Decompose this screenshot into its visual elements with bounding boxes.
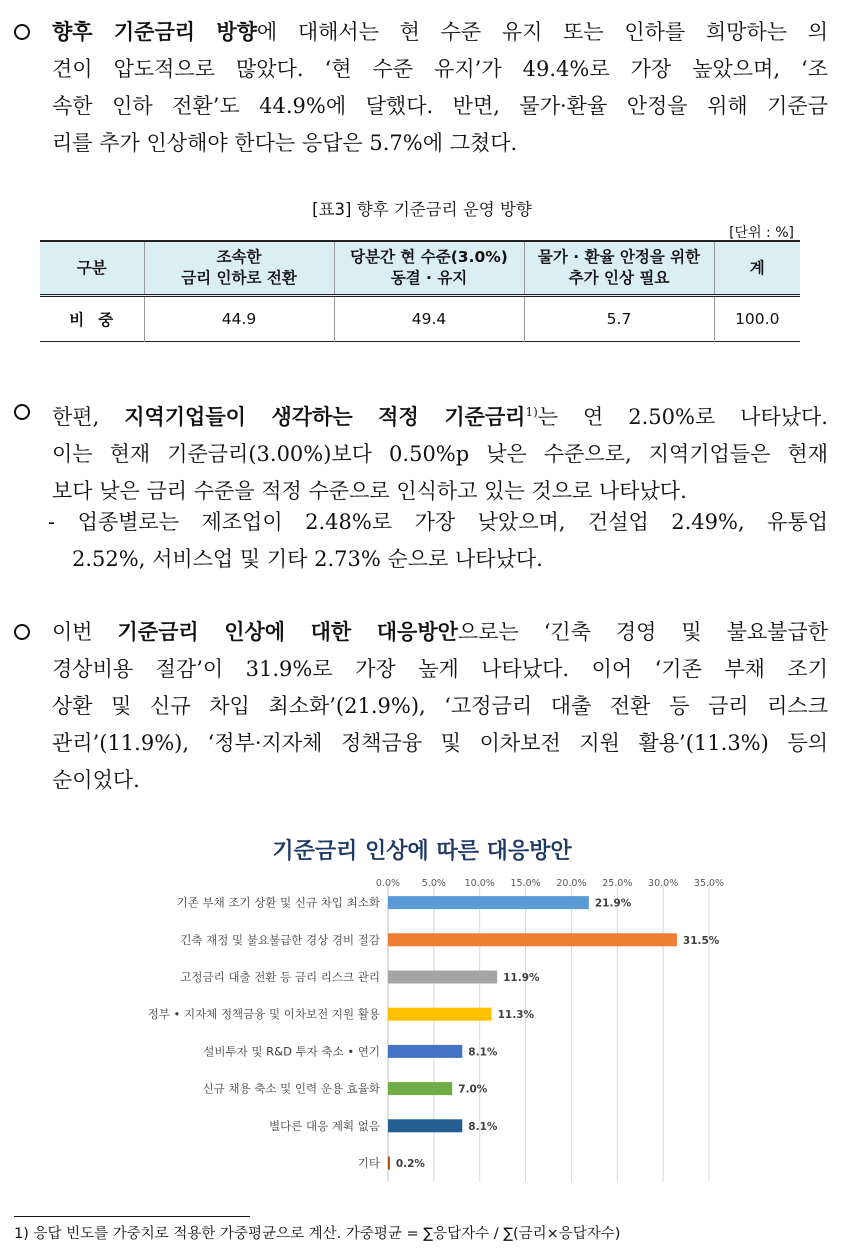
bar — [388, 1008, 492, 1021]
paragraph-line: 관리’(11.9%), ‘정부·지자체 정책금융 및 이차보전 지원 활용’(11.3%) 등의 — [52, 731, 828, 755]
cell-total: 100.0 — [735, 310, 780, 328]
paragraph-line: 보다 낮은 금리 수준을 적정 수준으로 인식하고 있는 것으로 나타났다. — [52, 479, 687, 503]
data-label: 11.9% — [503, 972, 540, 984]
paragraph-rate-direction — [14, 14, 828, 162]
bold-lead: 향후 기준금리 방향 — [52, 20, 257, 44]
category-label: 별다른 대응 계획 없음 — [269, 1118, 380, 1133]
circle-bullet-icon — [14, 404, 30, 420]
category-label: 신규 채용 축소 및 인력 운용 효율화 — [202, 1081, 380, 1096]
paragraph-line: 향후 기준금리 방향에 대해서는 현 수준 유지 또는 인하를 희망하는 의 — [52, 20, 828, 44]
footnote-divider — [14, 1216, 250, 1217]
bar — [388, 896, 589, 909]
response-plan-chart — [0, 820, 844, 1200]
paragraph-line: 리를 추가 인상해야 한다는 응답은 5.7%에 그쳤다. — [52, 131, 518, 155]
header-category: 구분 — [40, 241, 144, 296]
x-tick-label: 15.0% — [510, 878, 541, 889]
x-tick-label: 35.0% — [693, 878, 725, 889]
bar — [388, 1119, 462, 1132]
circle-bullet-icon — [14, 24, 30, 40]
paragraph-line: 2.52%, 서비스업 및 기타 2.73% 순으로 나타났다. — [72, 547, 543, 571]
table-title: [표3] 향후 기준금리 운영 방향 — [312, 200, 532, 219]
data-label: 21.9% — [594, 897, 632, 910]
paragraph-line: 속한 인하 전환’도 44.9%에 달했다. 반면, 물가·환율 안정을 위해 기준금 — [52, 94, 828, 118]
data-label: 7.0% — [458, 1083, 488, 1096]
category-label: 기타 — [357, 1156, 380, 1170]
paragraph-line: 견이 압도적으로 많았다. ‘현 수준 유지’가 49.4%로 가장 높았으며, ‘조 — [52, 57, 828, 81]
category-label: 기존 부채 조기 상환 및 신규 차입 최소화 — [176, 895, 380, 910]
bar — [388, 933, 677, 946]
category-label: 긴축 재정 및 불요불급한 경상 경비 절감 — [180, 932, 380, 947]
header-total: 계 — [714, 241, 800, 296]
data-label: 8.1% — [468, 1046, 498, 1059]
footnote: 1) 응답 빈도를 가중치로 적용한 가중평균으로 계산. 가중평균 = ∑응답자수 / ∑(금리×응답자수) — [14, 1226, 621, 1242]
category-label: 설비투자 및 R&D 투자 축소 • 연기 — [203, 1044, 380, 1059]
data-label: 0.2% — [395, 1158, 425, 1170]
bar — [388, 1045, 462, 1058]
bar — [388, 971, 497, 984]
category-label: 정부 • 지자체 정책금융 및 이차보전 지원 활용 — [147, 1007, 380, 1022]
header-rate-hike: 물가 · 환율 안정을 위한 추가 인상 필요 — [524, 241, 714, 296]
footnote-ref: 1) — [525, 405, 538, 419]
table-row — [40, 296, 800, 342]
bar-chart-svg — [0, 820, 844, 1200]
x-tick-label: 20.0% — [556, 878, 587, 889]
chart-title: 기준금리 인상에 따른 대응방안 — [272, 839, 572, 864]
bold-phrase: 지역기업들이 생각하는 적정 기준금리 — [124, 405, 526, 429]
cell-rate-hold: 49.4 — [334, 296, 524, 342]
x-tick-label: 25.0% — [602, 878, 633, 889]
data-label: 31.5% — [682, 934, 720, 947]
circle-bullet-icon — [14, 624, 30, 640]
x-tick-label: 30.0% — [648, 878, 679, 889]
table-unit: [단위 : %] — [729, 225, 794, 241]
data-label: 11.3% — [497, 1009, 535, 1022]
header-rate-cut: 조속한 금리 인하로 전환 — [144, 241, 334, 296]
paragraph-line: 경상비용 절감’이 31.9%로 가장 높게 나타났다. 이어 ‘기존 부채 조기 — [52, 657, 828, 681]
bar — [388, 1082, 452, 1095]
paragraph-line: 이번 기준금리 인상에 대한 대응방안으로는 ‘긴축 경영 및 불요불급한 — [52, 620, 828, 644]
row-label: 비중 — [40, 296, 144, 342]
rate-direction-table — [40, 240, 800, 342]
cell-rate-cut: 44.9 — [144, 296, 334, 342]
category-label: 고정금리 대출 전환 등 금리 리스크 관리 — [180, 970, 380, 984]
paragraph-response-plan — [14, 614, 828, 799]
paragraph-line: 순이었다. — [52, 768, 140, 792]
table-header-row — [40, 241, 800, 296]
header-rate-hold: 당분간 현 수준(3.0%) 동결 · 유지 — [334, 241, 524, 296]
paragraph-line: 한편, 지역기업들이 생각하는 적정 기준금리$^{1)}$는 연 2.50%로 나타났다. — [52, 405, 828, 429]
paragraph-line: 상환 및 신규 차입 최소화’(21.9%), ‘고정금리 대출 전환 등 금리 리스크 — [52, 694, 828, 718]
bold-phrase: 기준금리 인상에 대한 대응방안 — [117, 620, 458, 644]
bar — [388, 1157, 390, 1170]
x-tick-label: 0.0% — [375, 878, 401, 889]
cell-rate-hike: 5.7 — [524, 296, 714, 342]
paragraph-line: - 업종별로는 제조업이 2.48%로 가장 낮았으며, 건설업 2.49%, 유통업 — [48, 510, 828, 534]
x-tick-label: 5.0% — [421, 878, 446, 889]
x-tick-label: 10.0% — [464, 878, 495, 889]
paragraph-line: 이는 현재 기준금리(3.00%)보다 0.50%p 낮은 수준으로, 지역기업들은 현재 — [52, 442, 828, 466]
dash-item-industry — [48, 504, 828, 578]
data-label: 8.1% — [468, 1120, 498, 1133]
paragraph-appropriate-rate — [14, 394, 828, 510]
